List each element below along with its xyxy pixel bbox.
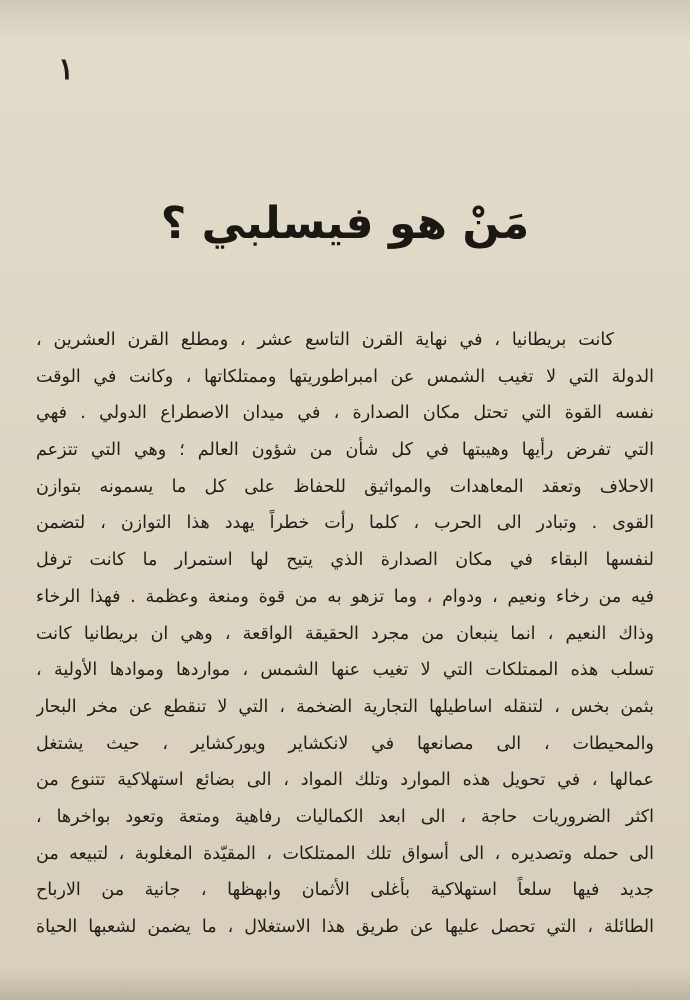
text-line: كانت بريطانيا ، في نهاية القرن التاسع عشر ، ومطلع القرن العشرين ، (36, 330, 614, 350)
body-text (36, 322, 654, 946)
text-line: عمالها ، في تحويل هذه الموارد وتلك المواد ، الى بضائع استهلاكية تتنوع من (36, 770, 654, 791)
text-line: جديد فيها سلعاً استهلاكية بأغلى الأثمان وابهظها ، جانية من الارباح (36, 880, 654, 901)
text-line: اكثر الضروريات حاجة ، الى ابعد الكماليات رفاهية ومتعة وتعود بواخرها ، (36, 806, 654, 827)
text-line: القوى . وتبادر الى الحرب ، كلما رأت خطراً يهدد هذا التوازن ، لتضمن (36, 513, 654, 534)
text-line: بثمن بخس ، لتنقله اساطيلها التجارية الضخمة ، التي لا تنقطع عن مخر البحار (36, 696, 654, 717)
text-line: والمحيطات ، الى مصانعها في لانكشاير ويوركشاير ، حيث يشتغل (36, 733, 654, 754)
text-line: لنفسها البقاء في مكان الصدارة الذي يتيح لها استمرار ما كانت ترفل (36, 550, 654, 571)
text-line: فيه من رخاء ونعيم ، ودوام ، وما تزهو به من قوة ومنعة وعظمة . فهذا الرخاء (36, 586, 654, 607)
text-line: الطائلة ، التي تحصل عليها عن طريق هذا الاستغلال ، ما يضمن لشعبها الحياة (36, 917, 654, 937)
text-line: الاحلاف وتعقد المعاهدات والمواثيق للحفاظ على كل ما يسمونه بتوازن (36, 476, 654, 497)
page-edge-shadow (0, 970, 690, 1000)
chapter-title: مَنْ هو فيسلبي ؟ (160, 198, 530, 249)
page-number: ١ (58, 52, 75, 87)
text-line: تسلب هذه الممتلكات التي لا تغيب عنها الشمس ، مواردها وموادها الأولية ، (36, 660, 654, 681)
text-line: التي تفرض رأيها وهيبتها في كل شأن من شؤون العالم ؛ وهي التي تتزعم (36, 440, 654, 461)
text-line: نفسه القوة التي تحتل مكان الصدارة ، في ميدان الاصطراع الدولي . فهي (36, 403, 654, 424)
text-line: الى حمله وتصديره ، الى أسواق تلك الممتلكات ، المقيّدة المغلوبة ، لتبيعه من (36, 843, 654, 864)
text-line: وذاك النعيم ، انما ينبعان من مجرد الحقيقة الواقعة ، وهي ان بريطانيا كانت (36, 623, 654, 644)
text-line: الدولة التي لا تغيب الشمس عن امبراطوريتها وممتلكاتها ، وكانت في الوقت (36, 366, 654, 387)
